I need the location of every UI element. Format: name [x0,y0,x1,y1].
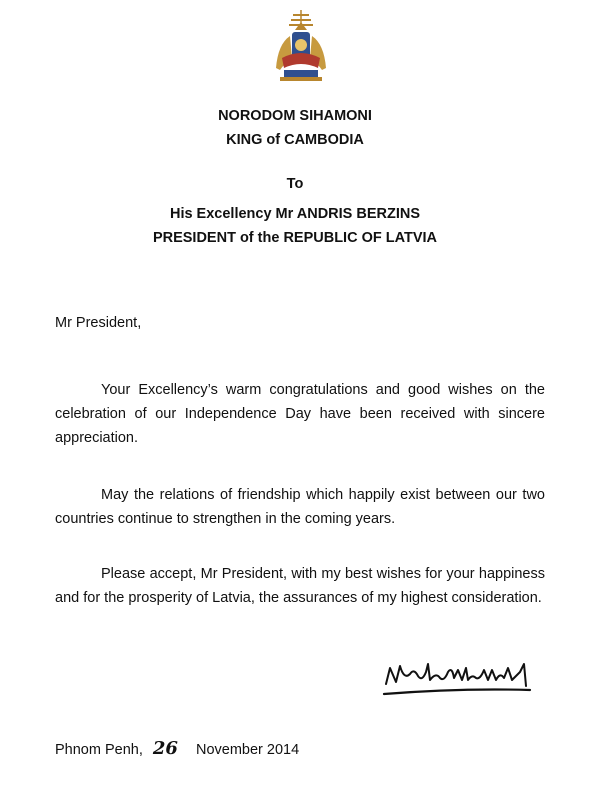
sender-name: NORODOM SIHAMONI [218,108,372,124]
recipient-title: PRESIDENT of the REPUBLIC OF LATVIA [152,230,438,246]
paragraph-2-text: May the relations of friendship which happily exist between our two countries continue to strengthen in the coming years. [55,487,545,527]
month-year-text: November 2014 [196,742,300,758]
salutation: Mr President, [55,315,142,331]
paragraph-2 [55,483,545,531]
paragraph-1-text: Your Excellency’s warm congratulations and good wishes on the celebration of our Independence Day have been received with sincere appreciation. [55,382,545,446]
to-label: To [286,176,304,192]
paragraph-1 [55,378,545,450]
handwritten-day: 26 [152,738,178,759]
sender-title: KING of CAMBODIA [226,132,364,148]
handwritten-signature [380,650,540,700]
place-text: Phnom Penh, [55,742,143,758]
paragraph-3-text: Please accept, Mr President, with my best wishes for your happiness and for the prosperity of Latvia, the assurances of my highest consideration. [55,566,545,606]
royal-arms-emblem [262,8,340,86]
date-line [55,738,299,759]
paragraph-3 [55,562,545,610]
recipient-name: His Excellency Mr ANDRIS BERZINS [169,206,421,222]
